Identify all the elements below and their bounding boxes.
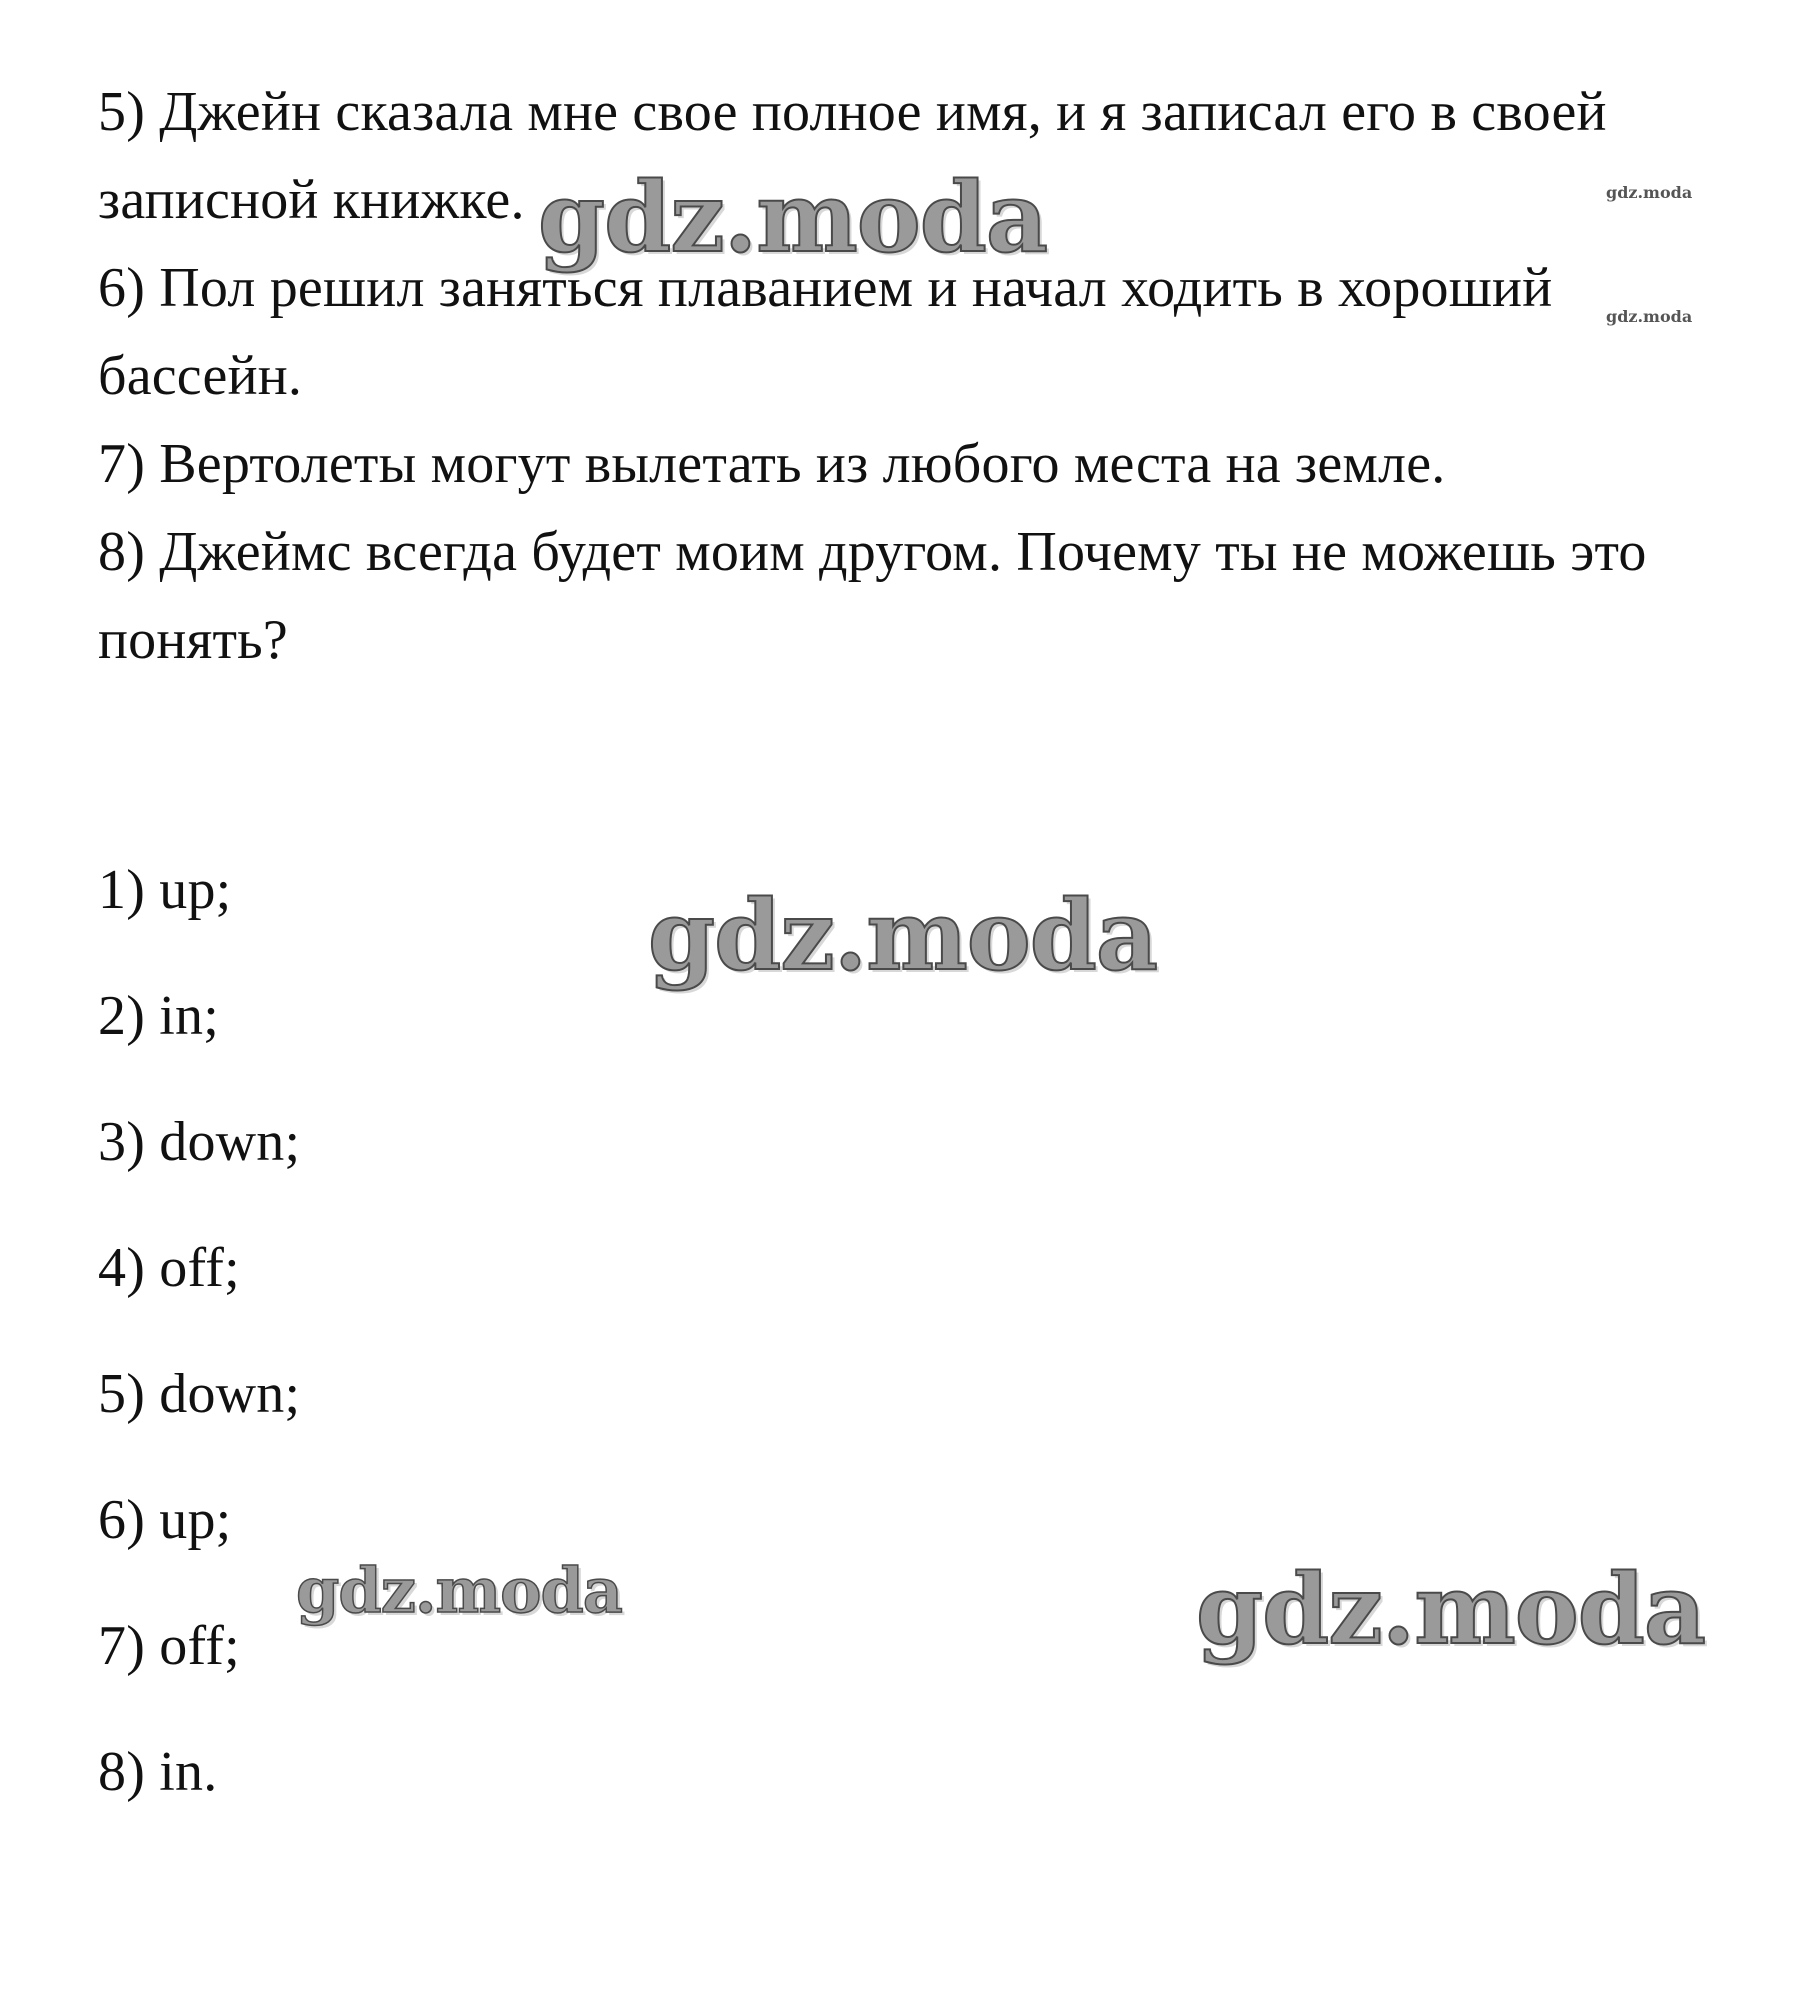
translation-line: бассейн. <box>98 345 303 407</box>
answer-item: 3) down; <box>98 1111 301 1173</box>
watermark: gdz.moda <box>648 879 1158 992</box>
translation-line: 5) Джейн сказала мне свое полное имя, и я записал его в своей <box>98 81 1607 143</box>
answer-item: 4) off; <box>98 1237 240 1299</box>
answer-item: 1) up; <box>98 859 232 921</box>
answer-item: 7) off; <box>98 1615 240 1677</box>
watermark: gdz.moda <box>1196 1553 1706 1666</box>
translation-line: 7) Вертолеты могут вылетать из любого места на земле. <box>98 433 1446 495</box>
translation-line: понять? <box>98 609 288 671</box>
answer-item: 2) in; <box>98 985 219 1047</box>
translation-line: 6) Пол решил заняться плаванием и начал ходить в хороший <box>98 257 1553 319</box>
watermark: gdz.moda <box>538 161 1048 274</box>
answer-item: 8) in. <box>98 1741 218 1803</box>
watermark: gdz.moda <box>1606 183 1693 202</box>
answer-item: 6) up; <box>98 1489 232 1551</box>
answer-item: 5) down; <box>98 1363 301 1425</box>
translation-line: записной книжке. <box>98 169 525 231</box>
watermark: gdz.moda <box>296 1554 622 1627</box>
watermark: gdz.moda <box>1606 307 1693 326</box>
translation-line: 8) Джеймс всегда будет моим другом. Почему ты не можешь это <box>98 521 1647 583</box>
